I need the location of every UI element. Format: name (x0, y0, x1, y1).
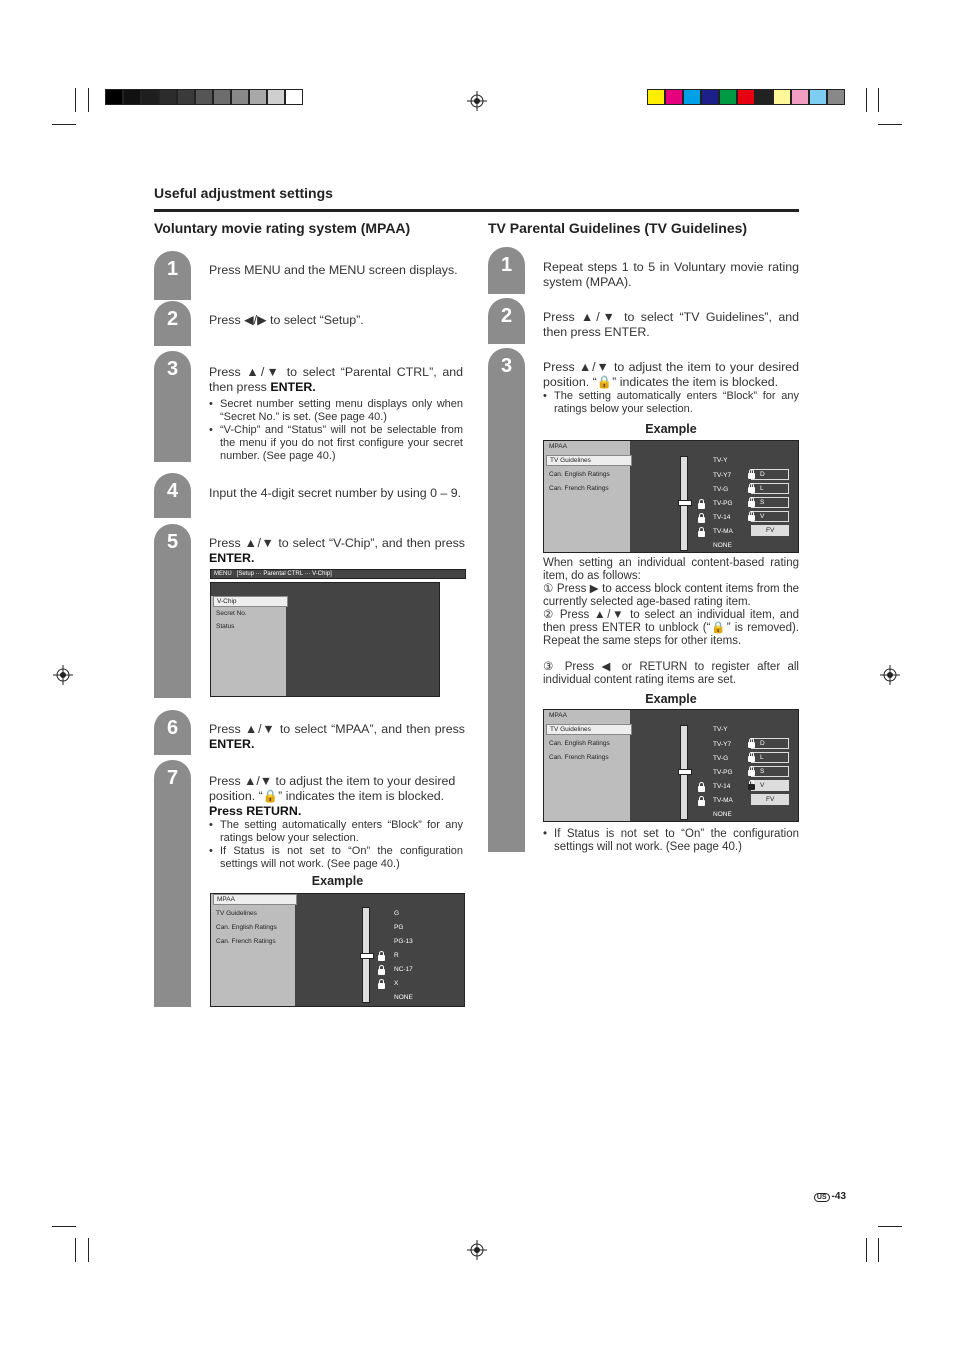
lock-icon (698, 786, 705, 792)
registration-mark-icon (880, 665, 900, 685)
lock-icon (748, 515, 755, 521)
rating-label: TV-G (713, 486, 729, 493)
lock-icon (378, 955, 385, 961)
step-text: Repeat steps 1 to 5 in Voluntary movie rating system (MPAA). (543, 260, 799, 289)
step-text: Press ◀/▶ to select “Setup”. (209, 313, 364, 327)
menu-item-secret-no[interactable]: Secret No. (216, 610, 247, 617)
step-text: Input the 4-digit secret number by using 0 – 9. (209, 486, 462, 500)
crop-mark (52, 1226, 76, 1227)
crop-mark (75, 88, 76, 112)
menu-item-can-english[interactable]: Can. English Ratings (549, 740, 610, 747)
lock-icon (748, 756, 755, 762)
step-text: Press ▲/▼ to select “Parental CTRL”, and then press ENTER. (209, 365, 463, 394)
step-strip (154, 388, 191, 462)
tv-guidelines-screen-2 (543, 709, 799, 822)
rating-label: TV-14 (713, 514, 731, 521)
lock-icon (748, 501, 755, 507)
lock-icon (698, 517, 705, 523)
lock-icon (748, 784, 755, 790)
step-strip (488, 335, 525, 344)
step-text: Press ▲/▼ to adjust the item to your desired position. “🔒” indicates the item is blocked. Press RETURN. (209, 774, 456, 818)
vchip-menu-screen (210, 569, 466, 697)
bullet-note: • “V-Chip” and “Status” will not be selectable from the menu if you do not first configure your secret number. (See page 40.) (209, 424, 463, 463)
content-box-l[interactable]: L (751, 483, 789, 494)
step-strip (154, 797, 191, 1007)
content-box-v[interactable]: V (751, 780, 789, 791)
content-box-fv[interactable]: FV (751, 525, 789, 536)
lock-icon (378, 983, 385, 989)
menu-item-mpaa[interactable]: MPAA (549, 443, 567, 450)
registration-mark-icon (53, 665, 73, 685)
rating-label: TV-PG (713, 500, 733, 507)
rating-label: NONE (394, 994, 413, 1001)
menu-item-status[interactable]: Status (216, 623, 235, 630)
rating-label: TV-14 (713, 783, 731, 790)
step-text: Press ▲/▼ to select “MPAA”, and then press ENTER. (209, 722, 465, 751)
menu-item-can-english[interactable]: Can. English Ratings (216, 924, 277, 931)
rating-label: TV-PG (713, 769, 733, 776)
lock-icon (748, 742, 755, 748)
example-label: Example (645, 422, 697, 436)
step-number: 2 (488, 298, 525, 335)
step-number: 2 (154, 301, 191, 338)
lock-icon (698, 531, 705, 537)
lock-icon (748, 473, 755, 479)
rating-label: X (394, 980, 399, 987)
rating-label: TV-Y (713, 726, 728, 733)
rating-label: NC-17 (394, 966, 413, 973)
rating-label: TV-Y7 (713, 741, 732, 748)
lock-icon (698, 503, 705, 509)
lock-icon (748, 487, 755, 493)
step-text: Press ▲/▼ to adjust the item to your desired position. “🔒” indicates the item is blocked. (543, 360, 799, 389)
step-number: 5 (154, 524, 191, 561)
right-column-title: TV Parental Guidelines (TV Guidelines) (488, 220, 748, 236)
rating-label: NONE (713, 542, 732, 549)
menu-item-vchip[interactable]: V-Chip (213, 596, 288, 607)
step-text: Press ▲/▼ to select “V-Chip”, and then press ENTER. (209, 536, 465, 565)
slider-handle[interactable] (678, 769, 692, 775)
crop-mark (52, 124, 76, 125)
section-title: Useful adjustment settings (154, 185, 333, 201)
lock-icon (378, 969, 385, 975)
crop-mark (866, 88, 867, 112)
menu-item-tv-guidelines[interactable]: TV Guidelines (216, 910, 257, 917)
step-strip (154, 338, 191, 346)
rating-label: G (394, 910, 400, 917)
step-strip (488, 385, 525, 852)
crop-mark (878, 1226, 902, 1227)
step-number: 4 (154, 473, 191, 510)
menu-item-can-french[interactable]: Can. French Ratings (549, 754, 609, 761)
content-box-fv[interactable]: FV (751, 794, 789, 805)
menu-item-can-french[interactable]: Can. French Ratings (216, 938, 276, 945)
menu-item-mpaa[interactable]: MPAA (549, 712, 567, 719)
menu-breadcrumb-bar: MENU [Setup ··· Parental CTRL ··· V-Chip] (210, 569, 466, 579)
grayscale-color-bar (105, 89, 303, 105)
bullet-note: • If Status is not set to “On” the configuration settings will not work. (See page 40.) (543, 828, 799, 854)
bullet-note: • The setting automatically enters “Block” for any ratings below your selection. (543, 390, 799, 416)
individual-intro: When setting an individual content-based rating item, do as follows: (543, 557, 799, 582)
content-box-s[interactable]: S (751, 497, 789, 508)
step-number: 1 (488, 247, 525, 284)
bullet-note: • Secret number setting menu displays only when “Secret No.” is set. (See page 40.) (209, 398, 463, 424)
rating-label: TV-Y7 (713, 472, 732, 479)
left-column-title: Voluntary movie rating system (MPAA) (154, 220, 411, 236)
step-strip (154, 747, 191, 755)
step-number: 3 (488, 348, 525, 385)
crop-mark (866, 1238, 867, 1262)
sub-step-1: ① Press ▶ to access block content items from the currently selected age-based rating item. (543, 583, 799, 608)
region-badge: US (814, 1193, 830, 1202)
sub-step-2: ② Press ▲/▼ to select an individual item, and then press ENTER to unblock (“🔒” is removed). Repeat the same steps for other items. (543, 609, 799, 647)
bullet-note: • If Status is not set to “On” the configuration settings will not work. (See page 40.) (209, 845, 463, 871)
menu-item-can-english[interactable]: Can. English Ratings (549, 471, 610, 478)
rating-label: PG-13 (394, 938, 413, 945)
rating-label: PG (394, 924, 404, 931)
lock-icon (748, 770, 755, 776)
content-box-v[interactable]: V (751, 511, 789, 522)
content-box-d[interactable]: D (751, 738, 789, 749)
step-number: 1 (154, 251, 191, 288)
step-strip (154, 288, 191, 300)
step-number: 3 (154, 351, 191, 388)
example-label: Example (311, 874, 364, 888)
crop-mark (878, 1238, 879, 1262)
crop-mark (878, 88, 879, 112)
rating-label: R (394, 952, 399, 959)
mpaa-rating-screen (210, 893, 465, 1007)
menu-list (544, 710, 630, 821)
content-box-l[interactable]: L (751, 752, 789, 763)
content-box-d[interactable]: D (751, 469, 789, 480)
slider-handle[interactable] (678, 500, 692, 506)
tv-guidelines-screen (543, 440, 799, 553)
crop-mark (75, 1238, 76, 1262)
section-rule (154, 209, 799, 212)
lock-icon (698, 800, 705, 806)
step-strip (488, 284, 525, 294)
menu-item-tv-guidelines[interactable]: TV Guidelines (546, 724, 632, 735)
cmyk-color-bar (647, 89, 845, 105)
page-number: US -43 (814, 1191, 846, 1202)
rating-label: TV-MA (713, 528, 733, 535)
rating-label: TV-Y (713, 457, 728, 464)
slider-handle[interactable] (360, 953, 374, 959)
step-strip (154, 510, 191, 518)
menu-list (544, 441, 630, 552)
step-number: 7 (154, 760, 191, 797)
bullet-note: • The setting automatically enters “Block” for any ratings below your selection. (209, 819, 463, 845)
step-number: 6 (154, 710, 191, 747)
step-text: Press MENU and the MENU screen displays. (209, 263, 458, 277)
crop-mark (878, 124, 902, 125)
rating-label: TV-G (713, 755, 729, 762)
sub-step-3: ③ Press ◀ or RETURN to register after all individual content rating items are set. (543, 661, 799, 686)
content-box-s[interactable]: S (751, 766, 789, 777)
example-label: Example (645, 692, 697, 706)
crop-mark (88, 88, 89, 112)
registration-mark-icon (467, 91, 487, 111)
registration-mark-icon (467, 1240, 487, 1260)
menu-item-can-french[interactable]: Can. French Ratings (549, 485, 609, 492)
menu-item-tv-guidelines[interactable]: TV Guidelines (546, 455, 632, 466)
menu-item-mpaa[interactable]: MPAA (213, 894, 297, 905)
step-text: Press ▲/▼ to select “TV Guidelines”, and then press ENTER. (543, 310, 799, 339)
rating-label: TV-MA (713, 797, 733, 804)
menu-list (211, 894, 295, 1006)
menu-list (211, 596, 286, 696)
step-strip (154, 561, 191, 698)
rating-label: NONE (713, 811, 732, 818)
crop-mark (88, 1238, 89, 1262)
